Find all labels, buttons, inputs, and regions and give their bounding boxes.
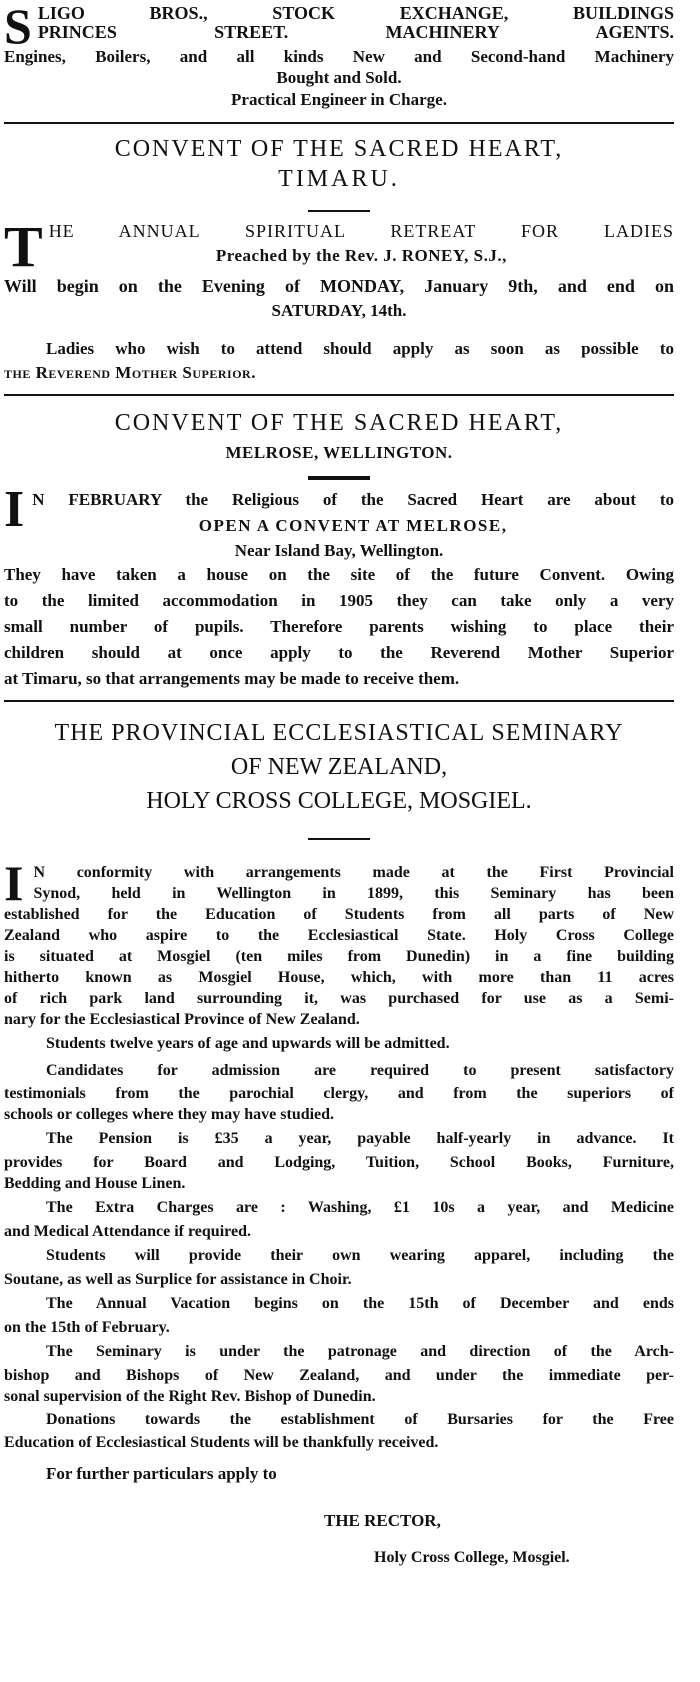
seminary-p5-line: The Extra Charges are : Washing, £1 10s a year, and Medicine [46, 1199, 674, 1216]
timaru-line-3: Will begin on the Evening of MONDAY, January 9th, and end on [4, 276, 674, 296]
melrose-drop-cap: I [4, 481, 25, 538]
melrose-line-8: at Timaru, so that arrangements may be made to receive them. [4, 669, 460, 688]
seminary-p7-line: on the 15th of February. [4, 1319, 170, 1336]
timaru-drop-cap: T [4, 214, 43, 279]
seminary-p3-line: schools or colleges where they may have studied. [4, 1106, 335, 1123]
seminary-p7-line: The Annual Vacation begins on the 15th of December and ends [46, 1295, 674, 1312]
timaru-line-2: Preached by the Rev. J. RONEY, S.J., [215, 246, 507, 265]
seminary-p9-line: Donations towards the establishment of Bursaries for the Free [46, 1411, 674, 1428]
seminary-p3-line: Candidates for admission are required to present satisfactory [46, 1062, 674, 1079]
seminary-apply-line: For further particulars apply to [46, 1464, 277, 1483]
seminary-p6-line: Students will provide their own wearing apparel, including the [46, 1247, 674, 1264]
seminary-drop-cap: I [4, 855, 24, 911]
timaru-heading-1: CONVENT OF THE SACRED HEART, [114, 136, 564, 162]
sligo-line-5: Practical Engineer in Charge. [231, 90, 447, 109]
timaru-retreat-advert [4, 124, 674, 384]
seminary-p2-line: Students twelve years of age and upwards will be admitted. [46, 1035, 450, 1052]
sligo-line-3: Engines, Boilers, and all kinds New and Second-hand Machinery [4, 47, 674, 66]
melrose-line-7: children should at once apply to the Reverend Mother Superior [4, 643, 674, 662]
seminary-heading-2: OF NEW ZEALAND, [230, 754, 448, 780]
timaru-heading-2: TIMARU. [278, 166, 400, 192]
seminary-p5-line: and Medical Attendance if required. [4, 1223, 251, 1240]
sligo-bros-advert [4, 0, 674, 112]
seminary-p1-line: hitherto known as Mosgiel House, which, with more than 11 acres [4, 969, 674, 986]
melrose-line-2: OPEN A CONVENT AT MELROSE, [198, 516, 508, 535]
seminary-p8-line: sonal supervision of the Right Rev. Bishop of Dunedin. [4, 1388, 376, 1405]
sligo-line-1: LIGO BROS., STOCK EXCHANGE, BUILDINGS [37, 4, 674, 22]
timaru-line-5: Ladies who wish to attend should apply as soon as possible to [46, 339, 674, 358]
seminary-p6-line: Soutane, as well as Surplice for assistance in Choir. [4, 1271, 352, 1288]
melrose-line-3: Near Island Bay, Wellington. [234, 541, 444, 560]
seminary-p1-line: established for the Education of Students from all parts of New [4, 906, 674, 923]
melrose-heading-2: MELROSE, WELLINGTON. [225, 443, 453, 462]
seminary-p8-line: bishop and Bishops of New Zealand, and under the immediate per- [4, 1367, 674, 1384]
seminary-p8-line: The Seminary is under the patronage and direction of the Arch- [46, 1343, 674, 1360]
melrose-advert [4, 396, 674, 692]
sligo-drop-cap: S [4, 0, 32, 54]
timaru-line-1: HE ANNUAL SPIRITUAL RETREAT FOR LADIES [48, 221, 674, 241]
seminary-advert [4, 702, 674, 1575]
timaru-line-6: the Reverend Mother Superior. [4, 363, 256, 382]
seminary-heading-3: HOLY CROSS COLLEGE, MOSGIEL. [146, 788, 532, 814]
melrose-line-1: N FEBRUARY the Religious of the Sacred Heart are about to [32, 490, 674, 509]
melrose-heading-1: CONVENT OF THE SACRED HEART, [114, 410, 564, 436]
seminary-p1-line: N conformity with arrangements made at the First Provincial [33, 864, 674, 881]
melrose-line-4: They have taken a house on the site of the future Convent. Owing [4, 565, 674, 584]
seminary-p1-line: Zealand who aspire to the Ecclesiastical State. Holy Cross College [4, 927, 674, 944]
melrose-line-6: small number of pupils. Therefore parents wishing to place their [4, 617, 674, 636]
seminary-p1-line: nary for the Ecclesiastical Province of New Zealand. [4, 1011, 360, 1028]
melrose-line-5: to the limited accommodation in 1905 they can take only a very [4, 591, 674, 610]
timaru-line-4: SATURDAY, 14th. [271, 301, 407, 320]
seminary-p1-line: Synod, held in Wellington in 1899, this Seminary has been [33, 885, 674, 902]
seminary-p9-line: Education of Ecclesiastical Students will be thankfully received. [4, 1434, 439, 1451]
seminary-p3-line: testimonials from the parochial clergy, and from the superiors of [4, 1085, 674, 1102]
seminary-p1-line: of rich park land surrounding it, was purchased for use as a Semi- [4, 990, 674, 1007]
sligo-line-4: Bought and Sold. [276, 68, 402, 87]
seminary-heading-1: THE PROVINCIAL ECCLESIASTICAL SEMINARY [54, 720, 624, 746]
seminary-p4-line: provides for Board and Lodging, Tuition, School Books, Furniture, [4, 1154, 674, 1171]
seminary-signature-rector: THE RECTOR, [324, 1511, 441, 1530]
sligo-line-2: PRINCES STREET. MACHINERY AGENTS. [37, 22, 674, 42]
seminary-signature-college: Holy Cross College, Mosgiel. [374, 1549, 570, 1566]
seminary-p1-line: is situated at Mosgiel (ten miles from Dunedin) in a fine building [4, 948, 674, 965]
seminary-p4-line: The Pension is £35 a year, payable half-yearly in advance. It [46, 1130, 674, 1147]
seminary-p4-line: Bedding and House Linen. [4, 1175, 186, 1192]
